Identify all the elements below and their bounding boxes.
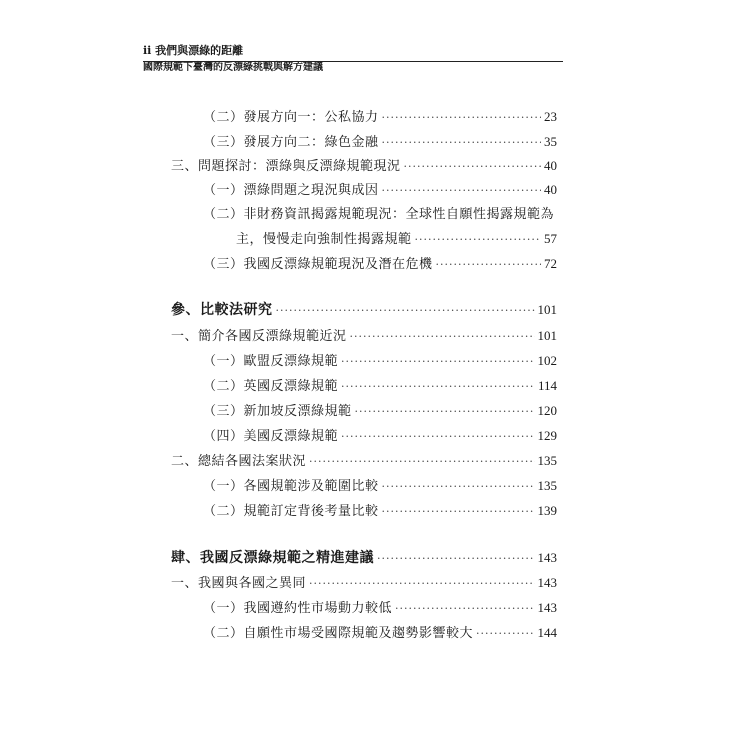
toc-entry[interactable]: 一、簡介各國反漂綠規範近況 ····· 101: [171, 328, 557, 345]
toc-entry[interactable]: （一）漂綠問題之現況與成因 ····· 40: [203, 182, 557, 199]
toc-entry[interactable]: （二）自願性市場受國際規範及趨勢影響較大 ····· 144: [203, 625, 557, 642]
toc-entry[interactable]: 三、問題探討：漂綠與反漂綠規範現況 ····· 40: [171, 158, 557, 175]
toc-entry[interactable]: （一）我國遵約性市場動力較低 ····· 143: [203, 600, 557, 617]
toc-entry[interactable]: （四）美國反漂綠規範 ····· 129: [203, 428, 557, 445]
running-header: [143, 44, 563, 74]
toc-entry[interactable]: （二）發展方向一：公私協力 ····· 23: [203, 109, 557, 126]
toc-entry[interactable]: （一）歐盟反漂綠規範 ····· 102: [203, 353, 557, 370]
toc-entry[interactable]: 二、總結各國法案狀況 ····· 135: [171, 453, 557, 470]
toc-entry[interactable]: （二）規範訂定背後考量比較 ····· 139: [203, 503, 557, 520]
toc-entry[interactable]: （三）發展方向二：綠色金融 ····· 35: [203, 134, 557, 151]
toc-entry[interactable]: （三）我國反漂綠規範現況及潛在危機 ····· 72: [203, 256, 557, 273]
toc-entry-line2[interactable]: 主，慢慢走向強制性揭露規範 ····· 57: [236, 231, 557, 248]
toc-entry[interactable]: （二）英國反漂綠規範 ····· 114: [203, 378, 557, 395]
header-rule: [143, 61, 563, 62]
toc-entry[interactable]: 一、我國與各國之異同 ····· 143: [171, 575, 557, 592]
toc-entry[interactable]: （一）各國規範涉及範圍比較 ····· 135: [203, 478, 557, 495]
toc-chapter[interactable]: 參、比較法研究 ····· 101: [171, 302, 557, 319]
toc-chapter[interactable]: 肆、我國反漂綠規範之精進建議 ····· 143: [171, 550, 557, 567]
book-title: ii 我們與漂綠的距離: [143, 44, 244, 57]
toc-entry-line1[interactable]: （二）非財務資訊揭露規範現況：全球性自願性揭露規範為: [203, 207, 555, 222]
toc-entry[interactable]: （三）新加坡反漂綠規範 ····· 120: [203, 403, 557, 420]
book-subtitle: 國際規範下臺灣的反漂綠挑戰與解方建議: [143, 62, 323, 73]
